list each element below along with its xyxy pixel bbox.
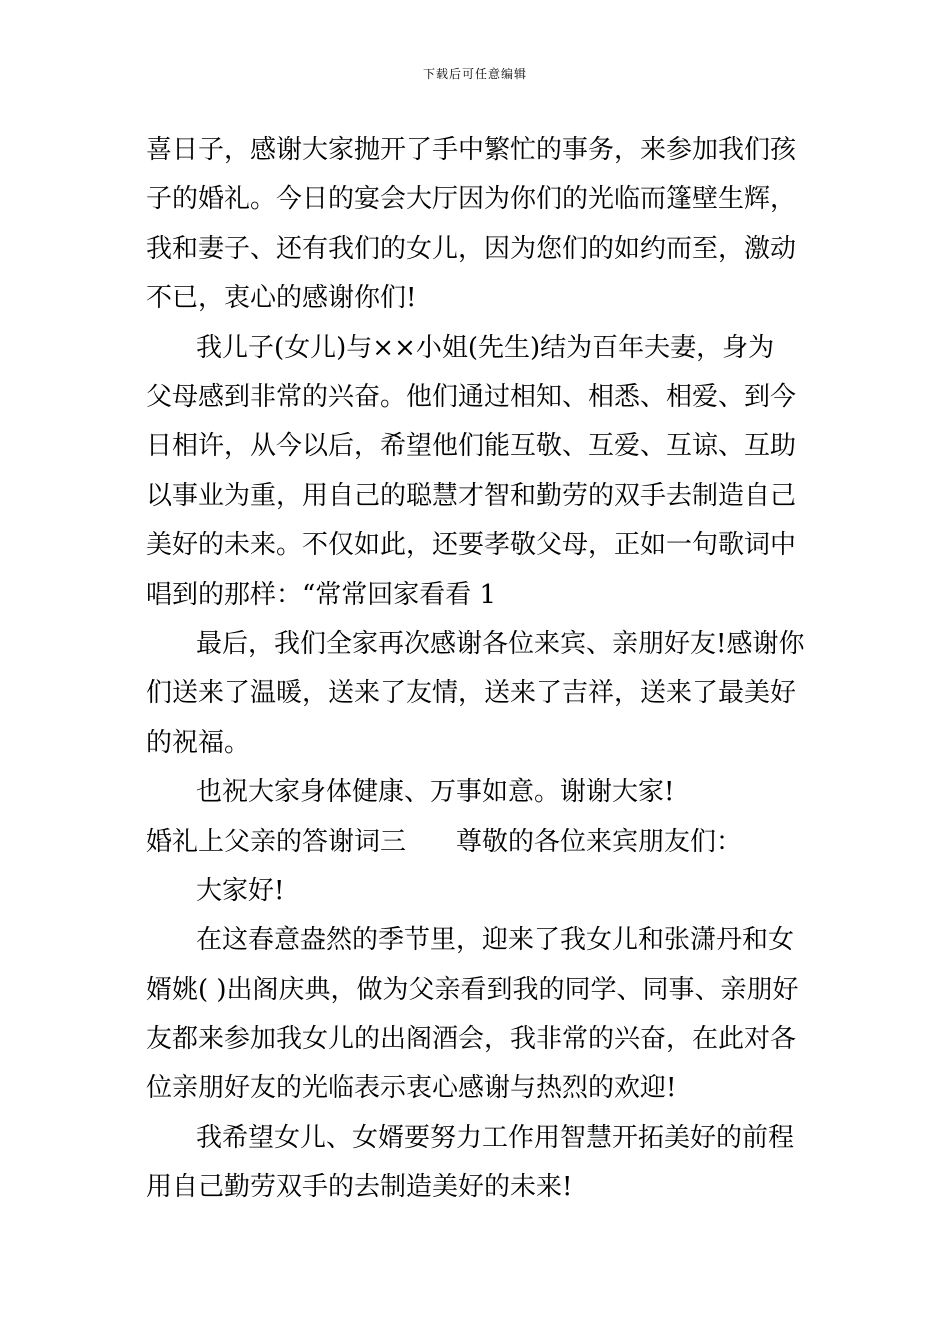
section-heading-line — [146, 825, 826, 859]
body-line: 婿姚( )出阁庆典，做为父亲看到我的同学、同事、亲朋好 — [146, 975, 799, 1005]
body-line: 喜日子，感谢大家抛开了手中繁忙的事务，来参加我们孩 — [146, 135, 797, 165]
body-line: 在这春意盎然的季节里，迎来了我女儿和张潇丹和女 — [196, 925, 795, 955]
body-line: 不已，衷心的感谢你们! — [146, 283, 417, 313]
body-line: 们送来了温暖，送来了友情，送来了吉祥，送来了最美好 — [146, 678, 797, 708]
page-header-note: 下载后可任意编辑 — [422, 67, 527, 81]
body-line: 以事业为重，用自己的聪慧才智和勤劳的双手去制造自己 — [146, 481, 797, 511]
body-line: 用自己勤劳双手的去制造美好的未来! — [146, 1172, 573, 1202]
body-line: 唱到的那样：“常常回家看看 1 — [146, 580, 497, 610]
body-line: 我希望女儿、女婿要努力工作用智慧开拓美好的前程 — [196, 1123, 795, 1153]
section-heading: 婚礼上父亲的答谢词三 — [146, 827, 407, 857]
body-line: 我和妻子、还有我们的女儿，因为您们的如约而至，激动 — [146, 234, 797, 264]
body-line: 父母感到非常的兴奋。他们通过相知、相悉、相爱、到今 — [146, 382, 797, 412]
body-line: 最后，我们全家再次感谢各位来宾、亲朋好友!感谢你 — [196, 629, 805, 659]
body-line: 也祝大家身体健康、万事如意。谢谢大家! — [196, 777, 675, 807]
salutation: 尊敬的各位来宾朋友们： — [456, 827, 743, 857]
body-line: 位亲朋好友的光临表示衷心感谢与热烈的欢迎! — [146, 1073, 677, 1103]
body-line: 我儿子(女儿)与××小姐(先生)结为百年夫妻，身为 — [196, 333, 775, 363]
body-line: 子的婚礼。今日的宴会大厅因为你们的光临而篷壁生辉， — [146, 184, 797, 214]
body-line: 美好的未来。不仅如此，还要孝敬父母，正如一句歌词中 — [146, 530, 797, 560]
body-line: 友都来参加我女儿的出阁酒会，我非常的兴奋，在此对各 — [146, 1024, 797, 1054]
body-line: 大家好! — [196, 876, 285, 906]
body-line: 日相许，从今以后，希望他们能互敬、互爱、互谅、互助 — [146, 431, 797, 461]
body-line: 的祝福。 — [146, 728, 251, 758]
